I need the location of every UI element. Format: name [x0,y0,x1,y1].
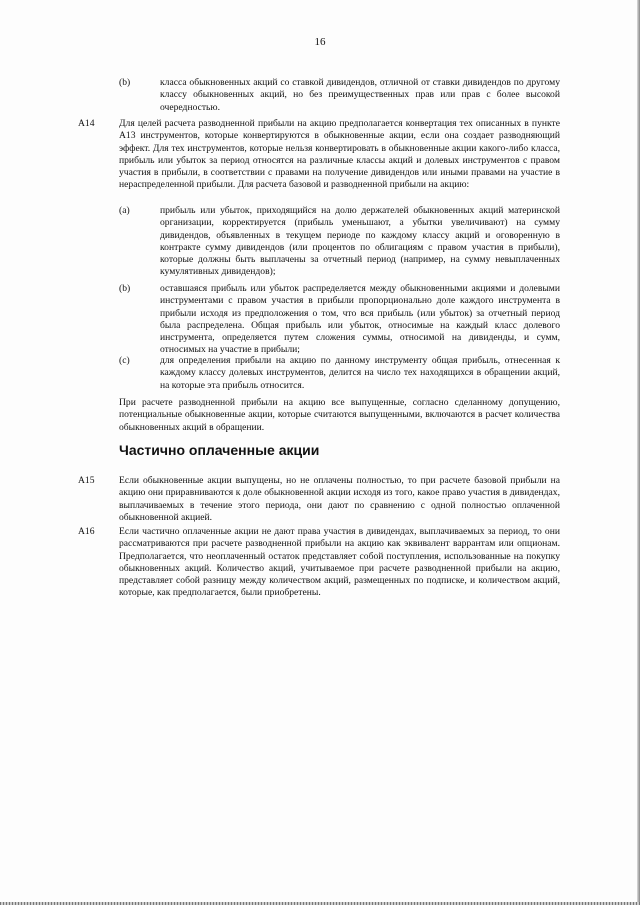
paragraph-a14: Для целей расчета разводненной прибыли на акцию предполагается конвертация тех описанных в пункте A13 инструментов, которые конвертируются в обыкновенные акции, если она создает разводняющий эффект. Для тех инструментов, которые нельзя конвертировать в обыкновенные акции какого-либо класса, прибыль или убыток за период относятся на различные классы акций и долевых инструментов с правом участия в прибыли, в соответствии с правами на получение дивидендов или иными правами на участие в нераспределенной прибыли. Для расчета базовой и разводненной прибыли на акцию: [119,118,560,191]
item-label-b-intro: (b) [119,77,131,88]
paragraph-id-a15: A15 [78,475,95,486]
a14-item-label-a: (a) [119,205,130,216]
section-heading: Частично оплаченные акции [119,442,320,458]
item-text-b-intro: класса обыкновенных акций со ставкой дивидендов, отличной от ставки дивидендов по другому классу обыкновенных акций, но без преимущественных прав или прав с более высокой очередностью. [160,77,560,113]
paragraph-a15: Если обыкновенные акции выпущены, но не оплачены полностью, то при расчете базовой прибыли на акцию они приравниваются к доле обыкновенной акции исходя из того, какое право участия в дивидендах, выплачиваемых в течение этого периода, они дают по сравнению с одной полностью оплаченной обыкновенной акцией. [119,475,560,523]
a14-item-b: оставшаяся прибыль или убыток распределяется между обыкновенными акциями и долевыми инструментами с правом участия в прибыли пропорционально доле каждого инструмента в прибыли исходя из предположения о том, что вся прибыль (или убыток) за отчетный период была распределена. Общая прибыль или убыток, относимые на каждый класс долевого инструмента, определяется путем сложения суммы, относимой на дивиденды, и сумм, относимых на участие в прибыли; [160,283,560,356]
paragraph-a16: Если частично оплаченные акции не дают права участия в дивидендах, выплачиваемых за период, то они рассматриваются при расчете разводненной прибыли на акцию как эквивалент варрантам или опционам. Предполагается, что неоплаченный остаток представляет собой поступления, использованные на покупку обыкновенных акций. Количество акций, учитываемое при расчете разводненной прибыли на акцию, представляет собой разницу между количеством акций, размещенных по подписке, и количеством акций, которые, как предполагается, были приобретены. [119,526,560,599]
a14-item-a: прибыль или убыток, приходящийся на долю держателей обыкновенных акций материнской организации, корректируется (прибыль уменьшают, а убытки увеличивают) на сумму дивидендов, объявленных в текущем периоде по каждому классу акций и оговоренную в контракте сумму дивидендов (или процентов по облигациям с правом участия в прибыли), которые должны быть выплачены за отчетный период (например, на сумму невыплаченных кумулятивных дивидендов); [160,205,560,278]
a14-item-c: для определения прибыли на акцию по данному инструменту общая прибыль, отнесенная к каждому классу долевых инструментов, делится на число тех находящихся в обращении акций, на которые эта прибыль относится. [160,355,560,391]
a14-item-label-c: (c) [119,355,130,366]
paragraph-id-a14: A14 [78,118,95,129]
a14-closing-paragraph: При расчете разводненной прибыли на акцию все выпущенные, согласно сделанному допущению, потенциальные обыкновенные акции, которые считаются выпущенными, включаются в расчет количества обыкновенных акций в обращении. [119,397,560,433]
a14-item-label-b: (b) [119,283,131,294]
paragraph-id-a16: A16 [78,526,95,537]
page-number: 16 [314,36,326,48]
